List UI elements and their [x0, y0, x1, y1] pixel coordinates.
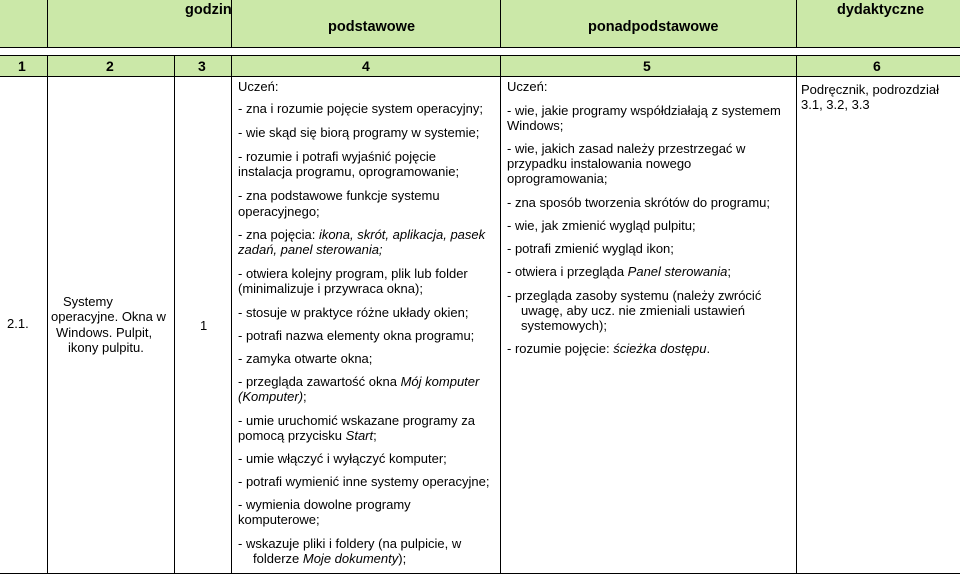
basic-line: - wymienia dowolne programy	[238, 497, 411, 512]
row-hours: 1	[200, 318, 208, 333]
extended-line: - potrafi zmienić wygląd ikon;	[507, 241, 674, 256]
basic-text: ;	[373, 428, 377, 443]
basic-line: (minimalizuje i przywraca okna);	[238, 281, 423, 296]
basic-text: folderze	[253, 551, 303, 566]
col-number-6: 6	[873, 58, 881, 74]
row-lp: 2.1.	[7, 316, 29, 331]
numbers-bottom-rule	[0, 76, 960, 77]
numbers-top-rule	[0, 55, 960, 56]
extended-heading: Uczeń:	[507, 79, 548, 94]
extended-line: - wie, jakich zasad należy przestrzegać w	[507, 141, 746, 156]
basic-line	[238, 242, 383, 258]
extended-line: oprogramowania;	[507, 171, 608, 186]
basic-text: - przegląda zawartość okna	[238, 374, 401, 389]
basic-line: - stosuje w praktyce różne układy okien;	[238, 305, 469, 320]
basic-line: - zamyka otwarte okna;	[238, 351, 373, 366]
extended-line: - wie, jakie programy współdziałają z systemem	[507, 103, 781, 118]
basic-text: pomocą przycisku	[238, 428, 346, 443]
header-divider-3	[500, 0, 501, 47]
header-dydaktyczne: dydaktyczne	[837, 2, 925, 18]
extended-term: ścieżka dostępu	[613, 341, 707, 356]
basic-line: - wie skąd się biorą programy w systemie;	[238, 125, 480, 140]
means-line-1: Podręcznik, podrozdział	[801, 82, 940, 97]
topic-line-3: Windows. Pulpit,	[56, 325, 153, 340]
col-number-1: 1	[18, 58, 26, 74]
extended-term: Panel sterowania	[627, 264, 728, 279]
basic-text: );	[398, 551, 407, 566]
basic-line: - otwiera kolejny program, plik lub folder	[238, 266, 468, 281]
basic-line: - wskazuje pliki i foldery (na pulpicie, w	[238, 536, 462, 551]
basic-line: operacyjnego;	[238, 204, 320, 219]
col-number-4: 4	[362, 58, 370, 74]
basic-term: Moje dokumenty	[302, 551, 399, 566]
col-number-2: 2	[106, 58, 114, 74]
basic-line	[238, 428, 377, 444]
extended-line	[507, 264, 731, 280]
basic-line: instalacja programu, oprogramowanie;	[238, 164, 460, 179]
extended-line: - przegląda zasoby systemu (należy zwrócić	[507, 288, 762, 303]
col-number-5: 5	[643, 58, 651, 74]
basic-line: - potrafi wymienić inne systemy operacyjne;	[238, 474, 490, 489]
extended-line: uwagę, aby ucz. nie zmieniali ustawień	[521, 303, 746, 318]
basic-line	[238, 374, 479, 390]
header-divider-1	[47, 0, 48, 47]
basic-term: ikona, skrót, aplikacja, pasek	[318, 227, 486, 242]
header-bottom-rule	[0, 47, 960, 48]
basic-line: - zna i rozumie pojęcie system operacyjny;	[238, 101, 483, 116]
extended-line: systemowych);	[521, 318, 607, 333]
extended-line: - zna sposób tworzenia skrótów do programu;	[507, 195, 771, 210]
extended-text: - rozumie pojęcie:	[507, 341, 614, 356]
basic-line: - potrafi nazwa elementy okna programu;	[238, 328, 475, 343]
col-divider-5	[796, 55, 797, 574]
basic-line	[238, 227, 485, 243]
basic-line	[253, 551, 406, 567]
header-ponadpodstawowe: ponadpodstawowe	[588, 19, 719, 35]
col-number-3: 3	[198, 58, 206, 74]
col-divider-3	[231, 55, 232, 574]
basic-line: komputerowe;	[238, 512, 320, 527]
basic-line: - umie włączyć i wyłączyć komputer;	[238, 451, 447, 466]
header-godzin: godzin	[185, 2, 232, 18]
column-numbers-fill	[0, 56, 960, 76]
basic-line: - umie uruchomić wskazane programy za	[238, 413, 475, 428]
basic-heading: Uczeń:	[238, 79, 279, 94]
basic-term: Start	[345, 428, 374, 443]
topic-line-4: ikony pulpitu.	[68, 340, 144, 355]
extended-text: - otwiera i przegląda	[507, 264, 628, 279]
basic-term: zadań, panel sterowania;	[238, 242, 383, 257]
extended-line: Windows;	[507, 118, 564, 133]
extended-line: przypadku instalowania nowego	[507, 156, 692, 171]
topic-line-1: Systemy	[63, 294, 113, 309]
extended-text: ;	[727, 264, 732, 279]
extended-line	[507, 341, 710, 357]
extended-line: - wie, jak zmienić wygląd pulpitu;	[507, 218, 696, 233]
basic-line: - rozumie i potrafi wyjaśnić pojęcie	[238, 149, 436, 164]
header-podstawowe: podstawowe	[328, 19, 416, 35]
header-row-fill	[0, 0, 960, 47]
col-divider-1	[47, 55, 48, 574]
basic-term: (Komputer)	[238, 389, 304, 404]
basic-text: ;	[303, 389, 307, 404]
col-divider-4	[500, 55, 501, 574]
header-divider-4	[796, 0, 797, 47]
extended-text: .	[706, 341, 711, 356]
basic-line	[238, 389, 307, 405]
basic-term: Mój komputer	[400, 374, 480, 389]
topic-line-2: operacyjne. Okna w	[51, 309, 166, 324]
basic-text: - zna pojęcia:	[238, 227, 319, 242]
means-line-2: 3.1, 3.2, 3.3	[801, 97, 870, 112]
basic-line: - zna podstawowe funkcje systemu	[238, 188, 440, 203]
col-divider-2	[174, 55, 175, 574]
